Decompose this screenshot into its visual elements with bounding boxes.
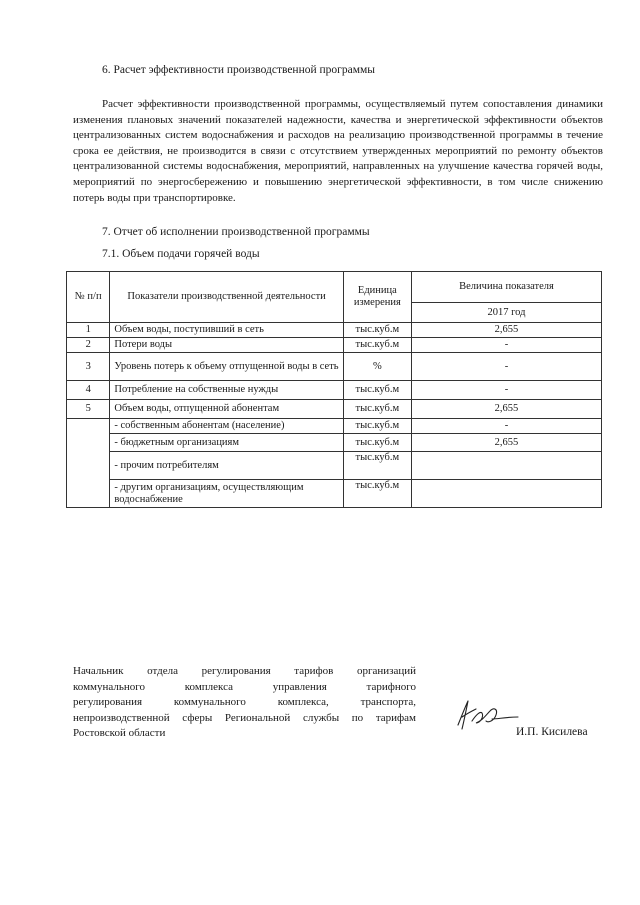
row-name: Объем воды, отпущенной абонентам	[110, 400, 343, 419]
row-value: -	[411, 338, 601, 353]
row-name: Потери воды	[110, 338, 343, 353]
table-subrow	[67, 434, 602, 452]
table-row	[67, 381, 602, 400]
table-row	[67, 400, 602, 419]
section-6-paragraph: Расчет эффективности производственной программы, осуществляемый путем сопоставления динамики изменения плановых значений показателей надежности, качества и энергетической эффективности объектов централизованных систем водоснабжения и расходов на реализацию производственной программы в течение срока ее действия, не производится в связи с отсутствием утвержденных мероприятий по ремонту объектов централизованной системы водоснабжения, мероприятий, направленных на улучшение качества горячей воды, мероприятий по энергосбережению и повышению энергетической эффективности, в том числе снижению потерь воды при транспортировке.	[73, 98, 603, 204]
row-name: Потребление на собственные нужды	[110, 381, 343, 400]
row-value: 2,655	[411, 400, 601, 419]
table-subrow	[67, 452, 602, 480]
subrow-name: - прочим потребителям	[110, 452, 343, 480]
subrow-name: - бюджетным организациям	[110, 434, 343, 452]
subrow-unit: тыс.куб.м	[343, 480, 411, 508]
section-7-heading: 7. Отчет об исполнении производственной программы	[102, 226, 370, 238]
position-line: регулирования коммунального комплекса, транспорта,	[73, 696, 416, 708]
row-num: 1	[67, 323, 110, 338]
row-unit: тыс.куб.м	[343, 323, 411, 338]
subrow-value: -	[411, 419, 601, 434]
header-value: Величина показателя	[411, 272, 601, 303]
header-indicator: Показатели производственной деятельности	[110, 272, 343, 323]
row-name: Уровень потерь к объему отпущенной воды в сеть	[110, 353, 343, 381]
section-6-heading: 6. Расчет эффективности производственной программы	[102, 64, 376, 76]
header-unit: Единица измерения	[343, 272, 411, 323]
header-num: № п/п	[67, 272, 110, 323]
subrow-name: - другим организациям, осуществляющим водоснабжение	[110, 480, 343, 508]
section-7-1-heading: 7.1. Объем подачи горячей воды	[102, 248, 260, 260]
row-unit: %	[343, 353, 411, 381]
table-header-row	[67, 272, 602, 303]
position-line: коммунального комплекса управления тарифного	[73, 680, 416, 693]
subrow-value: 2,655	[411, 434, 601, 452]
row-unit: тыс.куб.м	[343, 400, 411, 419]
position-line: Ростовской области	[73, 727, 166, 739]
row-num: 2	[67, 338, 110, 353]
row-unit: тыс.куб.м	[343, 338, 411, 353]
table-row	[67, 338, 602, 353]
subrow-value	[411, 452, 601, 480]
position-line: непроизводственной сферы Региональной службы по тарифам	[73, 711, 416, 724]
subrow-value	[411, 480, 601, 508]
handwritten-signature	[452, 695, 524, 737]
table-subrow	[67, 480, 602, 508]
row-value: -	[411, 353, 601, 381]
row-num: 4	[67, 381, 110, 400]
table-subrow	[67, 419, 602, 434]
row-unit: тыс.куб.м	[343, 381, 411, 400]
signatory-position	[73, 664, 416, 742]
row-num: 3	[67, 353, 110, 381]
row-value: 2,655	[411, 323, 601, 338]
hot-water-volume-table	[66, 271, 602, 508]
subrow-name: - собственным абонентам (население)	[110, 419, 343, 434]
subrow-unit: тыс.куб.м	[343, 434, 411, 452]
row-value: -	[411, 381, 601, 400]
subrow-num-empty	[67, 419, 110, 508]
subrow-unit: тыс.куб.м	[343, 419, 411, 434]
position-line: Начальник отдела регулирования тарифов организаций	[73, 665, 416, 677]
table-row	[67, 323, 602, 338]
row-name: Объем воды, поступивший в сеть	[110, 323, 343, 338]
header-year: 2017 год	[411, 303, 601, 323]
signatory-name: И.П. Кисилева	[516, 726, 588, 738]
row-num: 5	[67, 400, 110, 419]
subrow-unit: тыс.куб.м	[343, 452, 411, 480]
table-row	[67, 353, 602, 381]
